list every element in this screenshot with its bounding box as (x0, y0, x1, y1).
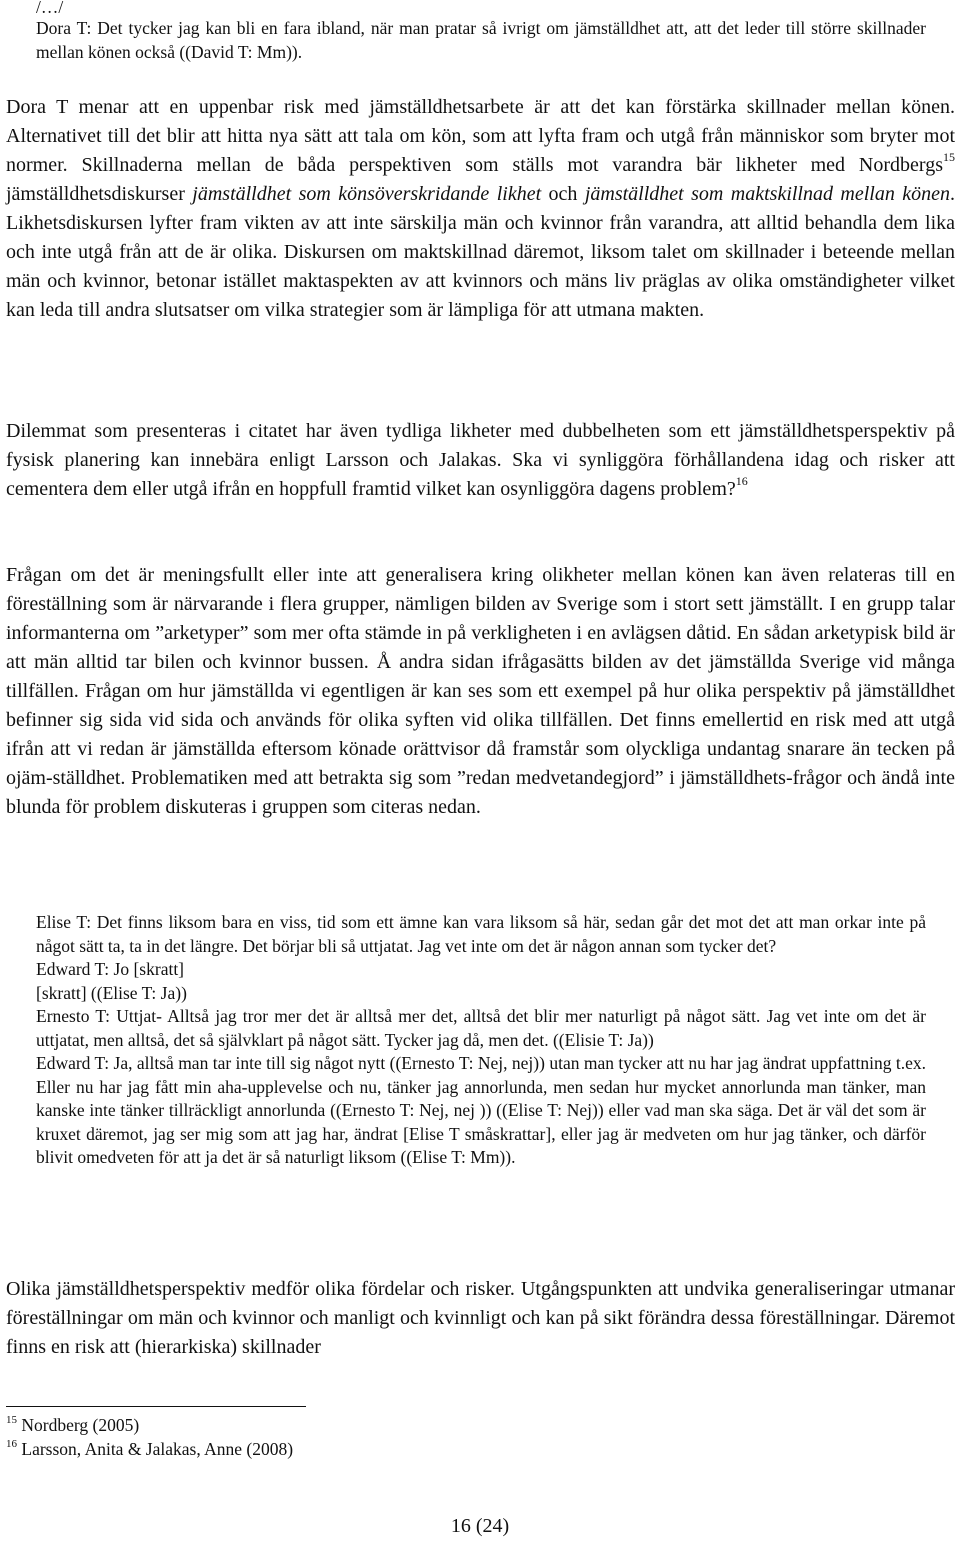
italic-term-likhet: jämställdhet som könsöverskridande likhet (192, 183, 542, 205)
omission-marker: /…/ (36, 0, 64, 17)
footnote-separator (6, 1406, 306, 1407)
quote-line: Elise T: Det finns liksom bara en viss, tid som ett ämne kan vara liksom så här, sedan går det mot det att man orkar inte på något sätt ta, ta in det längre. Det börjar bli så uttjatat. Jag vet inte om det är någon annan som tycker det? (36, 912, 926, 956)
paragraph-text: Dilemmat som presenteras i citatet har även tydliga likheter med dubbelheten som ett jämställdhetsperspektiv på fysisk planering kan innebära enligt Larsson och Jalakas. Ska vi synliggöra förhållandena idag och risker att cementera dem eller utgå ifrån en hoppfull framtid vilket kan osynliggöra dagens problem? (6, 420, 955, 500)
footnote-16 (6, 1437, 293, 1461)
body-paragraph-4 (6, 1275, 955, 1362)
footnote-number: 15 (6, 1414, 17, 1427)
body-paragraph-1 (6, 93, 955, 325)
paragraph-text: jämställdhetsdiskurser (6, 183, 193, 205)
footnote-ref-15: 15 (943, 150, 955, 165)
paragraph-text: och (541, 183, 585, 205)
paragraph-text: . Likhetsdiskursen lyfter fram vikten av att inte särskilja män och kvinnor från varandra, att alltid behandla dem lika och inte utgå från att de är olika. Diskursen om maktskillnad däremot, liksom talet om skillnader i beteende mellan män och kvinnor, betonar istället maktaspekten av att kvinnors och mäns liv präglas av olika omständigheter vilket kan leda till andra slutsatser om vilka strategier som är lämpliga för att utmana makten. (6, 183, 955, 321)
quote-line: Edward T: Jo [skratt] (36, 959, 185, 979)
footnote-text: Nordberg (2005) (17, 1415, 140, 1435)
footnote-15 (6, 1413, 293, 1437)
paragraph-text: Olika jämställdhetsperspektiv medför olika fördelar och risker. Utgångspunkten att undvika generaliseringar utmanar föreställningar om män och kvinnor och manligt och kvinnligt och kan på sikt förändra dessa föreställningar. Däremot finns en risk att (hierarkiska) skillnader (6, 1278, 955, 1358)
footnotes (6, 1413, 293, 1461)
page-number: 16 (24) (450, 1515, 510, 1537)
quote-line: [skratt] ((Elise T: Ja)) (36, 982, 187, 1003)
interview-quote-top (36, 17, 926, 64)
footnote-number: 16 (6, 1438, 17, 1451)
body-paragraph-2 (6, 417, 955, 504)
quote-line: Edward T: Ja, alltså man tar inte till sig något nytt ((Ernesto T: Nej, nej)) utan man tycker att nu har jag ändrat uppfattning t.ex. Eller nu har jag fått min aha-upplevelse och nu, tänker jag annorlunda, men sedan hur mycket annorlunda man tänker, man kanske inte tänker tillräckligt annorlunda ((Ernesto T: Nej, nej )) ((Elise T: Nej)) eller vad man ska säga. Det är väl det som är kruxet däremot, jag ser mig som att jag har, ändrat [Elise T småskrattar], eller jag är medveten om hur jag tänker, och därför blivit omedveten för att ja det är så naturligt liksom ((Elise T: Mm)). (36, 1053, 926, 1167)
quote-line: Ernesto T: Uttjat- Alltså jag tror mer det är alltså mer det, alltså det blir mer naturligt på något sätt. Jag vet inte om det är uttjatat, men alltså, det så självklart på något sätt. Tycker jag då, men det. ((Elisie T: Ja)) (36, 1006, 926, 1050)
footnote-ref-16: 16 (735, 474, 748, 489)
body-paragraph-3 (6, 561, 955, 822)
quote-text: Dora T: Det tycker jag kan bli en fara ibland, när man pratar så ivrigt om jämställdhet att, att det leder till större skillnader mellan könen också ((David T: Mm)). (36, 18, 926, 62)
paragraph-text: Dora T menar att en uppenbar risk med jämställdhetsarbete är att det kan förstärka skillnader mellan könen. Alternativet till det blir att hitta nya sätt att tala om kön, som att lyfta fram och utgå från människor som bryter mot normer. Skillnaderna mellan de båda perspektiven som ställs mot varandra bär likheter med Nordbergs (6, 96, 955, 176)
footnote-text: Larsson, Anita & Jalakas, Anne (2008) (17, 1439, 294, 1459)
italic-term-maktskillnad: jämställdhet som maktskillnad mellan könen (584, 183, 950, 205)
interview-quote-dialogue (36, 911, 926, 1170)
paragraph-text: Frågan om det är meningsfullt eller inte att generalisera kring olikheter mellan könen kan även relateras till en föreställning som är närvarande i flera grupper, nämligen bilden av Sverige som i stort sett jämställt. I en grupp talar informanterna om ”arketyper” som mer ofta stämde in på verkligheten i en avlägsen dåtid. En sådan arketypisk bild är att män alltid tar bilen och kvinnor bussen. Å andra sidan ifrågasätts bilden av det jämställda Sverige vid många tillfällen. Frågan om hur jämställda vi egentligen är kan ses som ett exempel på hur olika perspektiv på jämställdhet befinner sig sida vid sida och används för olika syften vid olika tillfällen. Det finns emellertid en risk med att utgå ifrån att vi redan är jämställda eftersom könade orättvisor då framstår som olyckliga undantag snarare än tecken på ojäm-ställdhet. Problematiken med att betrakta sig som ”redan medvetandegjord” i jämställdhets-frågor och ändå inte blunda för problem diskuteras i gruppen som citeras nedan. (6, 564, 955, 818)
